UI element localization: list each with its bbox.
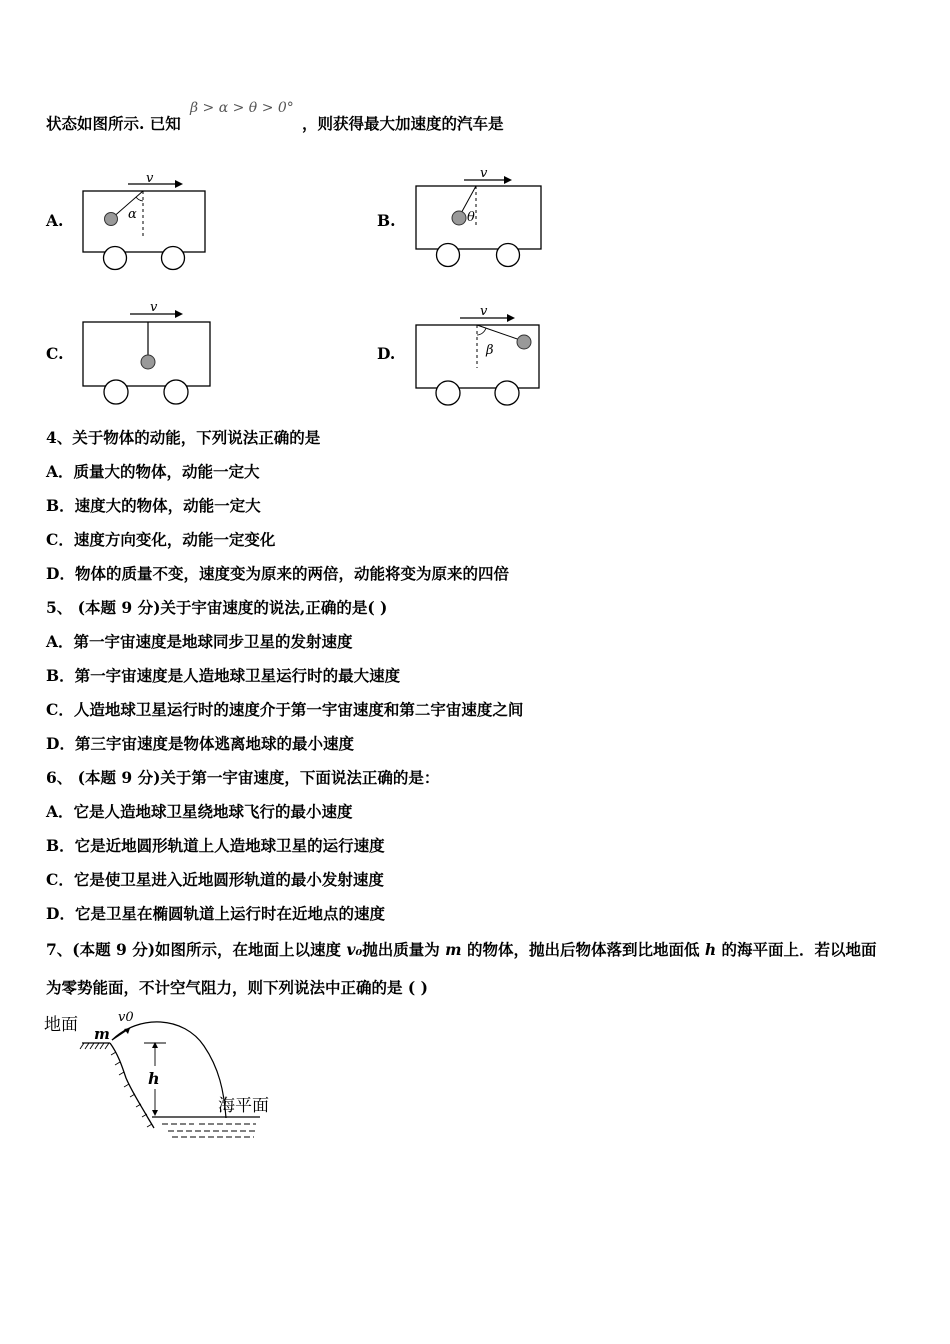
q7-text-a: 7、(本题 9 分)如图所示，在地面上以速度 xyxy=(46,940,347,959)
q6-option-a[interactable]: A．它是人造地球卫星绕地球飞行的最小速度 xyxy=(46,802,353,821)
q4-option-a[interactable]: A．质量大的物体，动能一定大 xyxy=(46,462,260,481)
sea-level-label: 海平面 xyxy=(218,1096,269,1116)
intro-line xyxy=(46,114,181,134)
pendulum-ball xyxy=(517,335,531,349)
car-figure-a xyxy=(80,168,210,273)
q5-option-a[interactable]: A．第一宇宙速度是地球同步卫星的发射速度 xyxy=(46,632,353,651)
intro-prefix: 状态如图所示. 已知 xyxy=(46,114,181,133)
q7-v0: v₀ xyxy=(346,940,363,959)
wheel xyxy=(495,381,519,405)
angle-label: θ xyxy=(467,210,475,225)
wheel xyxy=(437,244,460,267)
pendulum-string xyxy=(477,325,523,341)
wheel xyxy=(162,247,185,270)
car-figure-d xyxy=(412,298,547,410)
q4-option-c[interactable]: C．速度方向变化，动能一定变化 xyxy=(46,530,276,549)
wheel xyxy=(104,380,128,404)
q5-option-b[interactable]: B．第一宇宙速度是人造地球卫星运行时的最大速度 xyxy=(46,666,401,685)
q6-option-c[interactable]: C．它是使卫星进入近地圆形轨道的最小发射速度 xyxy=(46,870,384,889)
wheel xyxy=(436,381,460,405)
cliff-projectile-figure xyxy=(44,1006,289,1146)
velocity-label: v xyxy=(150,300,158,315)
car-body xyxy=(83,191,205,252)
q6-option-d[interactable]: D．它是卫星在椭圆轨道上运行时在近地点的速度 xyxy=(46,904,385,923)
q5-option-c[interactable]: C．人造地球卫星运行时的速度介于第一宇宙速度和第二宇宙速度之间 xyxy=(46,700,524,719)
q5-option-d[interactable]: D．第三宇宙速度是物体逃离地球的最小速度 xyxy=(46,734,354,753)
ground-label: 地面 xyxy=(44,1015,78,1035)
wheel xyxy=(104,247,127,270)
q4-option-d[interactable]: D．物体的质量不变，速度变为原来的两倍，动能将变为原来的四倍 xyxy=(46,564,509,583)
q5-stem: 5、 (本题 9 分)关于宇宙速度的说法,正确的是( ) xyxy=(46,598,388,617)
q7-text-c: 的物体，抛出后物体落到比地面低 xyxy=(461,940,705,959)
pendulum-ball xyxy=(141,355,155,369)
trajectory xyxy=(112,1022,226,1118)
pendulum-ball xyxy=(452,211,466,225)
intro-suffix: ，则获得最大加速度的汽车是 xyxy=(302,114,504,133)
q3-option-d-label[interactable]: D. xyxy=(377,344,396,363)
q3-option-c-label[interactable]: C. xyxy=(46,344,64,363)
height-label: h xyxy=(148,1069,160,1088)
car-figure-b xyxy=(412,162,547,272)
angle-label: α xyxy=(128,207,137,222)
velocity-label: v xyxy=(480,304,488,319)
wheel xyxy=(164,380,188,404)
q7-h: h xyxy=(704,940,717,959)
q6-stem: 6、 (本题 9 分)关于第一宇宙速度，下面说法正确的是： xyxy=(46,768,440,787)
q3-option-a-label[interactable]: A. xyxy=(46,211,64,230)
q7-text-b: 抛出质量为 xyxy=(362,940,446,959)
angle-label: β xyxy=(486,343,494,358)
q3-option-b-label[interactable]: B. xyxy=(377,211,396,230)
car-body xyxy=(416,186,541,249)
q7-line1 xyxy=(46,940,877,960)
v0-label: v0 xyxy=(118,1010,134,1025)
intro-formula: β > α > θ > 0° xyxy=(190,100,294,116)
q4-stem: 4、关于物体的动能，下列说法正确的是 xyxy=(46,428,321,447)
q7-line2: 为零势能面，不计空气阻力，则下列说法中正确的是 ( ) xyxy=(46,978,428,997)
mass-label: m xyxy=(94,1025,110,1043)
velocity-label: v xyxy=(480,166,488,181)
q6-option-b[interactable]: B．它是近地圆形轨道上人造地球卫星的运行速度 xyxy=(46,836,385,855)
car-figure-c xyxy=(80,298,215,408)
q7-text-d: 的海平面上．若以地面 xyxy=(716,940,877,959)
q7-m: m xyxy=(445,940,462,959)
q4-option-b[interactable]: B．速度大的物体，动能一定大 xyxy=(46,496,261,515)
velocity-label: v xyxy=(146,171,154,186)
pendulum-ball xyxy=(105,213,118,226)
car-body xyxy=(83,322,210,386)
wheel xyxy=(497,244,520,267)
